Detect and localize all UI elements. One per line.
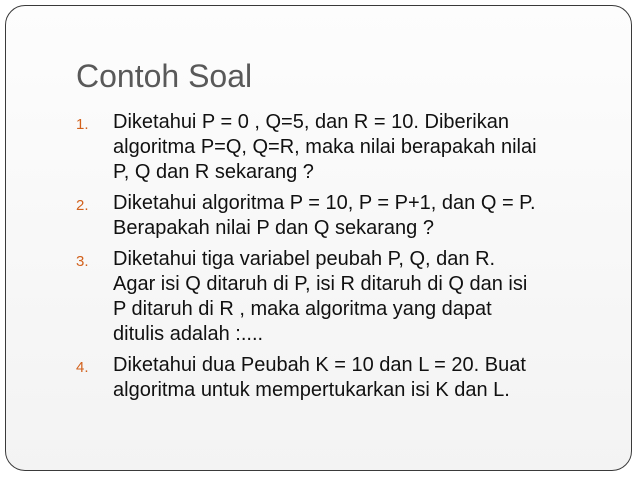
item-line: algoritma untuk mempertukarkan isi K dan L. — [113, 379, 510, 401]
question-item-1 — [76, 110, 616, 185]
item-number: 3. — [76, 253, 89, 270]
item-text — [113, 353, 616, 403]
item-line: algoritma P=Q, Q=R, maka nilai berapakah nilai — [113, 136, 537, 158]
slide — [5, 5, 632, 471]
item-number: 2. — [76, 197, 89, 214]
item-text — [113, 191, 616, 241]
item-line: P, Q dan R sekarang ? — [113, 161, 314, 183]
item-line: Diketahui tiga variabel peubah P, Q, dan R. — [113, 248, 496, 270]
item-number: 1. — [76, 116, 89, 133]
item-line: Diketahui algoritma P = 10, P = P+1, dan Q = P. — [113, 192, 536, 214]
question-item-2 — [76, 191, 616, 241]
item-line: ditulis adalah :.... — [113, 323, 264, 345]
item-text — [113, 110, 616, 185]
item-line: Diketahui dua Peubah K = 10 dan L = 20. Buat — [113, 354, 526, 376]
item-text — [113, 247, 616, 347]
item-line: Diketahui P = 0 , Q=5, dan R = 10. Diberikan — [113, 111, 509, 133]
question-item-4 — [76, 353, 616, 403]
item-line: P ditaruh di R , maka algoritma yang dapat — [113, 298, 492, 320]
item-line: Agar isi Q ditaruh di P, isi R ditaruh di Q dan isi — [113, 273, 528, 295]
question-item-3 — [76, 247, 616, 347]
slide-title: Contoh Soal — [76, 58, 253, 94]
question-list — [76, 110, 616, 409]
item-number: 4. — [76, 359, 89, 376]
item-line: Berapakah nilai P dan Q sekarang ? — [113, 217, 434, 239]
